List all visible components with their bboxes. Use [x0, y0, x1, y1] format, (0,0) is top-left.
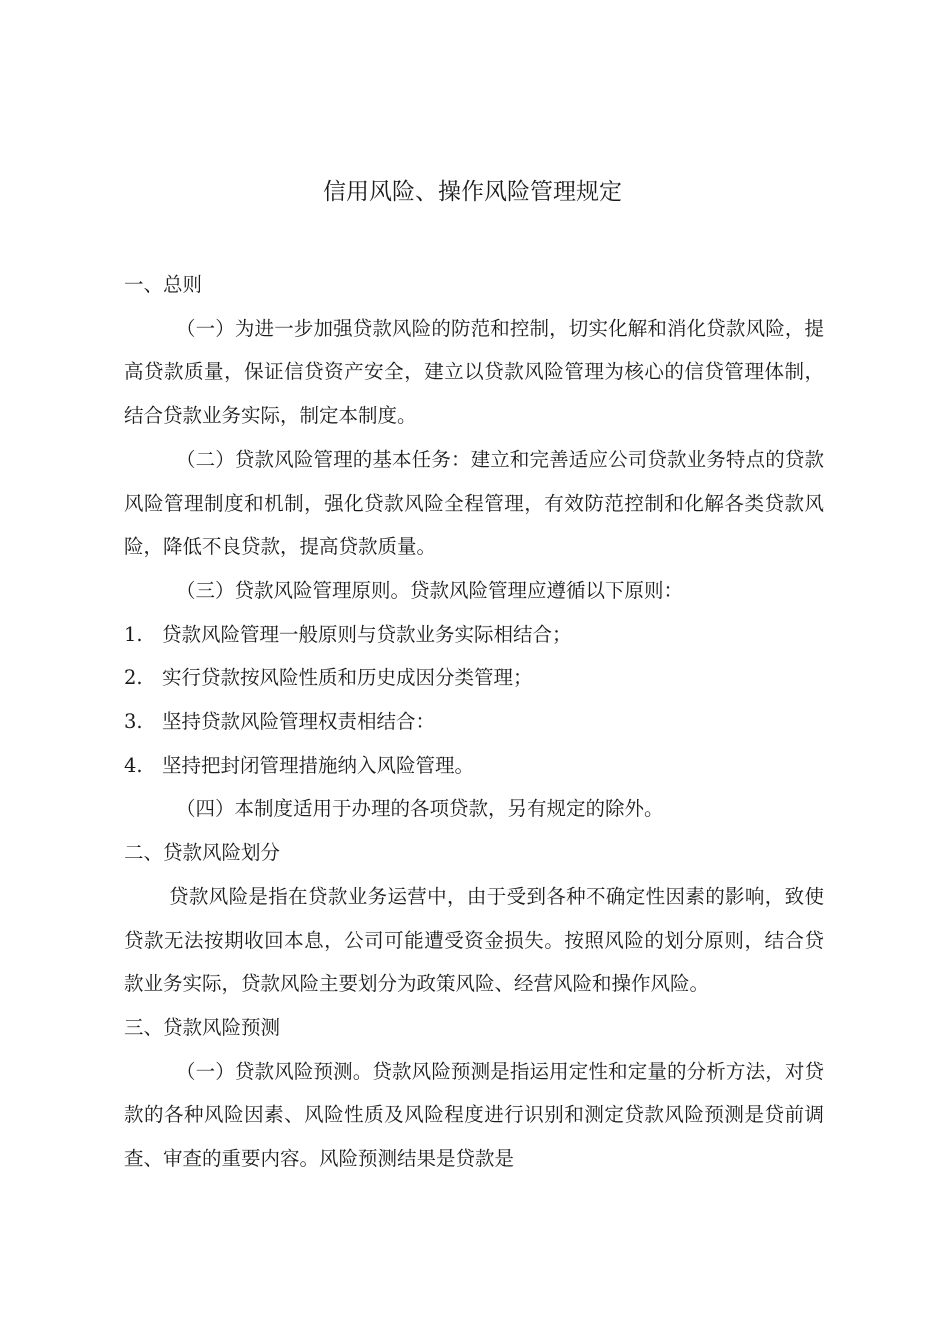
document-body — [124, 263, 824, 1181]
document-title: 信用风险、操作风险管理规定 — [323, 179, 622, 205]
list-text: 实行贷款按风险性质和历史成因分类管理； — [162, 666, 533, 690]
list-text: 坚持贷款风险管理权责相结合： — [162, 710, 436, 734]
section-heading-general: 一、总则 — [124, 273, 203, 296]
paragraph-basic-tasks: （二）贷款风险管理的基本任务：建立和完善适应公司贷款业务特点的贷款风险管理制度和机制，强化贷款风险全程管理，有效防范控制和化解各类贷款风险，降低不良贷款，提高贷款质量。 — [124, 447, 824, 559]
section-heading-risk-classification: 二、贷款风险划分 — [124, 841, 281, 865]
list-item — [124, 700, 824, 744]
list-number: 2. — [124, 666, 143, 690]
paragraph-principles: （三）贷款风险管理原则。贷款风险管理应遵循以下原则： — [176, 578, 684, 602]
paragraph-scope: （四）本制度适用于办理的各项贷款，另有规定的除外。 — [176, 797, 664, 821]
list-number: 3. — [124, 710, 143, 734]
paragraph-risk-definition: 贷款风险是指在贷款业务运营中，由于受到各种不确定性因素的影响，致使贷款无法按期收回本息，公司可能遭受资金损失。按照风险的划分原则，结合贷款业务实际，贷款风险主要划分为政策风险、经营风险和操作风险。 — [124, 884, 824, 996]
list-item — [124, 656, 824, 700]
paragraph-purpose: （一）为进一步加强贷款风险的防范和控制，切实化解和消化贷款风险，提高贷款质量，保证信贷资产安全，建立以贷款风险管理为核心的信贷管理体制，结合贷款业务实际，制定本制度。 — [124, 316, 824, 428]
section-heading-risk-forecast: 三、贷款风险预测 — [124, 1015, 281, 1039]
list-item — [124, 744, 824, 788]
list-number: 1. — [124, 622, 143, 646]
paragraph-risk-forecast: （一）贷款风险预测。贷款风险预测是指运用定性和定量的分析方法，对贷款的各种风险因素、风险性质及风险程度进行识别和测定贷款风险预测是贷前调查、审查的重要内容。风险预测结果是贷款是 — [124, 1059, 824, 1171]
list-text: 贷款风险管理一般原则与贷款业务实际相结合； — [162, 622, 572, 646]
list-text: 坚持把封闭管理措施纳入风险管理。 — [162, 753, 475, 777]
list-item — [124, 613, 824, 657]
list-number: 4. — [124, 753, 143, 777]
